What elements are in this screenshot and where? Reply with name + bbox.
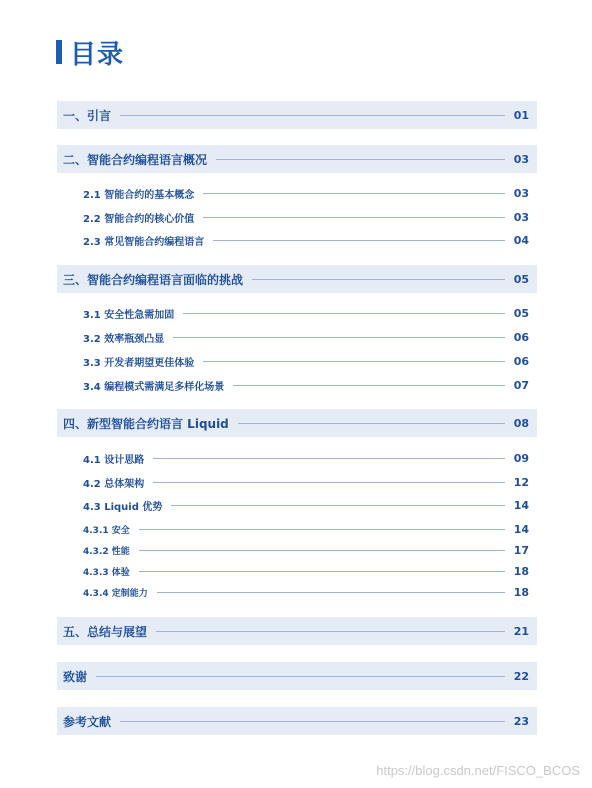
toc-entry-label: 3.4 编程模式需满足多样化场景 (83, 381, 225, 393)
toc-entry-section[interactable] (57, 101, 537, 129)
toc-page-number: 03 (513, 186, 529, 200)
title-accent-bar (56, 40, 62, 64)
toc-entry-subsub[interactable] (80, 541, 537, 559)
toc-entry-section[interactable] (57, 707, 537, 735)
toc-entry-label: 一、引言 (63, 108, 112, 123)
toc-page-number: 06 (513, 354, 529, 368)
toc-leader-line (153, 482, 504, 483)
toc-leader-line (203, 193, 504, 194)
toc-entry-sub[interactable] (80, 375, 537, 395)
toc-leader-line (173, 337, 504, 338)
toc-page-number: 06 (513, 330, 529, 344)
toc-leader-line (120, 115, 505, 116)
toc-leader-line (120, 721, 505, 722)
toc-page-number: 01 (513, 108, 529, 122)
toc-page-number: 17 (513, 543, 529, 557)
toc-leader-line (216, 159, 505, 160)
toc-entry-label: 3.1 安全性急需加固 (83, 309, 175, 321)
toc-leader-line (238, 423, 505, 424)
toc-leader-line (139, 550, 505, 551)
toc-entry-label: 4.3.4 定制能力 (83, 588, 148, 599)
toc-page-number: 03 (513, 210, 529, 224)
toc-page-number: 14 (513, 498, 529, 512)
toc-entry-sub[interactable] (80, 327, 537, 347)
toc-page-number: 21 (513, 624, 529, 638)
toc-leader-line (252, 279, 505, 280)
toc-entry-label: 3.3 开发者期望更佳体验 (83, 357, 195, 369)
toc-entry-subsub[interactable] (80, 583, 537, 601)
toc-entry-label: 4.1 设计思路 (83, 454, 145, 466)
toc-entry-sub[interactable] (80, 472, 537, 492)
toc-leader-line (139, 571, 505, 572)
toc-page-number: 22 (513, 669, 529, 683)
title-text: 目录 (70, 39, 125, 70)
toc-leader-line (203, 217, 504, 218)
toc-entry-sub[interactable] (80, 230, 537, 250)
toc-page-number: 03 (513, 152, 529, 166)
toc-entry-label: 4.3.3 体验 (83, 567, 130, 578)
toc-entry-label: 3.2 效率瓶颈凸显 (83, 333, 165, 345)
toc-entry-sub[interactable] (80, 303, 537, 323)
toc-page-number: 05 (513, 306, 529, 320)
toc-entry-label: 五、总结与展望 (63, 624, 148, 639)
toc-entry-label: 四、新型智能合约语言 Liquid (63, 416, 229, 431)
toc-entry-section[interactable] (57, 145, 537, 173)
toc-entry-section[interactable] (57, 409, 537, 437)
toc-entry-sub[interactable] (80, 351, 537, 371)
toc-leader-line (139, 529, 505, 530)
toc-entry-label: 致谢 (63, 669, 88, 684)
toc-entry-sub[interactable] (80, 448, 537, 468)
toc-entry-label: 2.1 智能合约的基本概念 (83, 189, 195, 201)
page-title (56, 36, 124, 68)
toc-entry-label: 二、智能合约编程语言概况 (63, 152, 208, 167)
toc-entry-sub[interactable] (80, 183, 537, 203)
toc-leader-line (96, 676, 505, 677)
toc-entry-label: 4.2 总体架构 (83, 478, 145, 490)
toc-page-number: 18 (513, 564, 529, 578)
toc-entry-label: 2.3 常见智能合约编程语言 (83, 236, 205, 248)
toc-leader-line (156, 631, 505, 632)
toc-leader-line (203, 361, 504, 362)
toc-page-number: 23 (513, 714, 529, 728)
toc-leader-line (183, 313, 504, 314)
toc-entry-label: 三、智能合约编程语言面临的挑战 (63, 272, 244, 287)
toc-page-number: 05 (513, 272, 529, 286)
toc-leader-line (213, 240, 504, 241)
toc-entry-section[interactable] (57, 617, 537, 645)
toc-entry-label: 4.3 Liquid 优势 (83, 501, 163, 513)
toc-leader-line (157, 592, 505, 593)
toc-page-number: 07 (513, 378, 529, 392)
toc-entry-label: 参考文献 (63, 714, 112, 729)
toc-entry-sub[interactable] (80, 495, 537, 515)
toc-page-number: 04 (513, 233, 529, 247)
toc-entry-subsub[interactable] (80, 562, 537, 580)
toc-page-number: 18 (513, 585, 529, 599)
toc-entry-label: 4.3.1 安全 (83, 525, 130, 536)
toc-entry-subsub[interactable] (80, 520, 537, 538)
toc-page-number: 12 (513, 475, 529, 489)
toc-page-number: 09 (513, 451, 529, 465)
toc-entry-label: 2.2 智能合约的核心价值 (83, 213, 195, 225)
toc-leader-line (171, 505, 504, 506)
watermark: https://blog.csdn.net/FISCO_BCOS (376, 763, 580, 778)
toc-entry-section[interactable] (57, 662, 537, 690)
toc-page-number: 14 (513, 522, 529, 536)
toc-entry-label: 4.3.2 性能 (83, 546, 130, 557)
toc-leader-line (233, 385, 504, 386)
toc-leader-line (153, 458, 504, 459)
toc-page-number: 08 (513, 416, 529, 430)
toc-entry-section[interactable] (57, 265, 537, 293)
toc-entry-sub[interactable] (80, 207, 537, 227)
